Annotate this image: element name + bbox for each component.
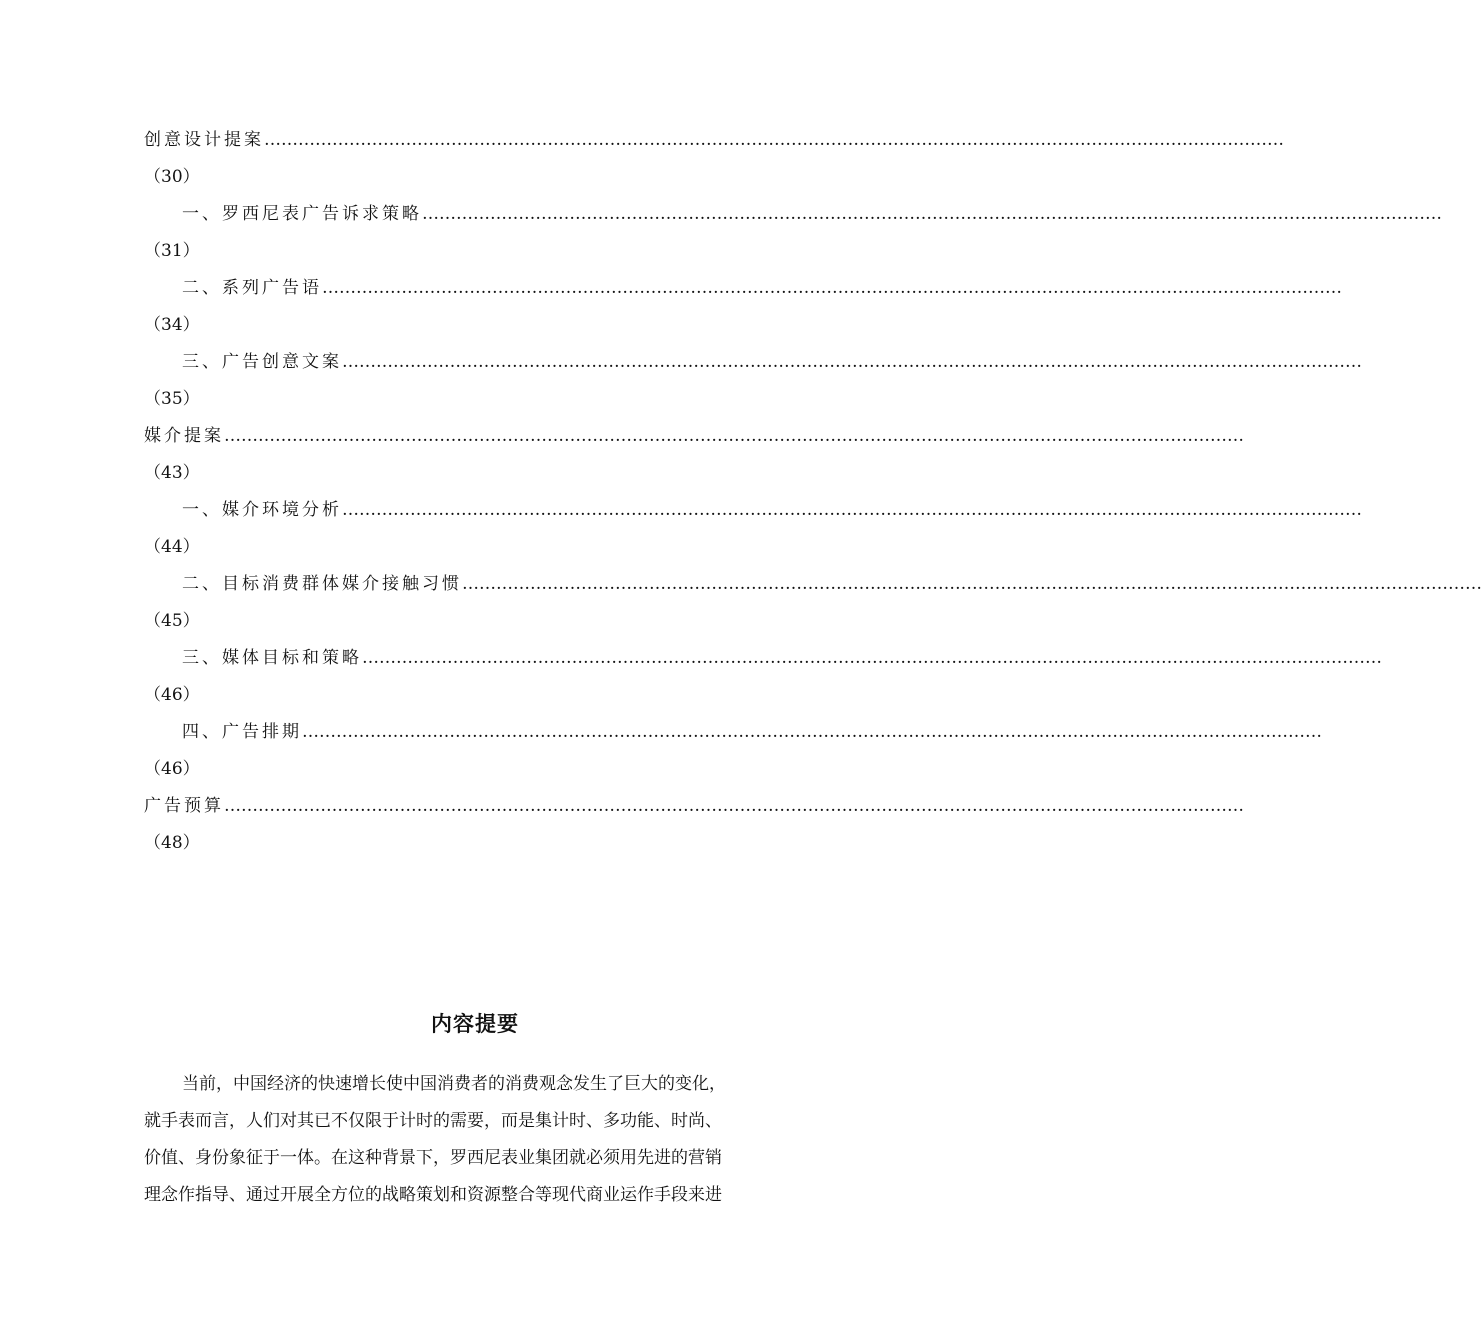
toc-leader-dots: ……………………………………………………………………………………………………………………………………………………………… (224, 796, 1244, 816)
toc-page-number: （44） (144, 537, 200, 557)
toc-page-number: （45） (144, 611, 200, 631)
toc-title: 媒介提案 (144, 426, 224, 446)
toc-line (144, 788, 1244, 825)
toc-title: 四、广告排期 (182, 722, 302, 742)
toc-title: 三、媒体目标和策略 (182, 648, 362, 668)
toc-line (144, 122, 1284, 159)
toc-entry[interactable] (144, 344, 1362, 418)
toc-page-number: （46） (144, 685, 200, 705)
toc-line (144, 640, 1382, 677)
toc-title: 二、目标消费群体媒介接触习惯 (182, 574, 462, 594)
summary-line: 当前，中国经济的快速增长使中国消费者的消费观念发生了巨大的变化， (182, 1074, 726, 1094)
toc-page-number: （43） (144, 463, 200, 483)
summary-paragraph (144, 1066, 806, 1214)
toc-entry[interactable] (144, 566, 1482, 640)
summary-heading: 内容提要 (431, 1012, 519, 1036)
toc-title: 广告预算 (144, 796, 224, 816)
toc-page-number: （35） (144, 389, 200, 409)
summary-line: 就手表而言，人们对其已不仅限于计时的需要，而是集计时、多功能、时尚、 (144, 1111, 722, 1131)
toc-leader-dots: ……………………………………………………………………………………………………………………………………………………………… (342, 500, 1362, 520)
table-of-contents (144, 122, 1482, 862)
toc-leader-dots: ……………………………………………………………………………………………………………………………………………………………… (264, 130, 1284, 150)
toc-leader-dots: ……………………………………………………………………………………………………………………………………………………………… (462, 574, 1482, 594)
toc-entry[interactable] (144, 714, 1322, 788)
toc-page-number: （31） (144, 241, 200, 261)
toc-line (144, 566, 1482, 603)
toc-page-number: （30） (144, 167, 200, 187)
toc-line (144, 270, 1342, 307)
toc-title: 一、罗西尼表广告诉求策略 (182, 204, 422, 224)
toc-leader-dots: ……………………………………………………………………………………………………………………………………………………………… (322, 278, 1342, 298)
toc-entry[interactable] (144, 122, 1284, 196)
toc-title: 二、系列广告语 (182, 278, 322, 298)
toc-page-number: （34） (144, 315, 200, 335)
toc-entry[interactable] (144, 270, 1342, 344)
toc-title: 一、媒介环境分析 (182, 500, 342, 520)
toc-title: 三、广告创意文案 (182, 352, 342, 372)
toc-line (144, 418, 1244, 455)
toc-entry[interactable] (144, 196, 1442, 270)
summary-line: 理念作指导、通过开展全方位的战略策划和资源整合等现代商业运作手段来进 (144, 1185, 722, 1205)
toc-entry[interactable] (144, 492, 1362, 566)
toc-page-number: （46） (144, 759, 200, 779)
toc-line (144, 492, 1362, 529)
toc-line (144, 344, 1362, 381)
toc-leader-dots: ……………………………………………………………………………………………………………………………………………………………… (302, 722, 1322, 742)
toc-entry[interactable] (144, 418, 1244, 492)
toc-line (144, 196, 1442, 233)
toc-line (144, 714, 1322, 751)
toc-entry[interactable] (144, 640, 1382, 714)
toc-leader-dots: ……………………………………………………………………………………………………………………………………………………………… (422, 204, 1442, 224)
toc-page-number: （48） (144, 833, 200, 853)
toc-leader-dots: ……………………………………………………………………………………………………………………………………………………………… (342, 352, 1362, 372)
toc-leader-dots: ……………………………………………………………………………………………………………………………………………………………… (362, 648, 1382, 668)
toc-leader-dots: ……………………………………………………………………………………………………………………………………………………………… (224, 426, 1244, 446)
toc-entry[interactable] (144, 788, 1244, 862)
summary-line: 价值、身份象征于一体。在这种背景下，罗西尼表业集团就必须用先进的营销 (144, 1148, 722, 1168)
toc-title: 创意设计提案 (144, 130, 264, 150)
